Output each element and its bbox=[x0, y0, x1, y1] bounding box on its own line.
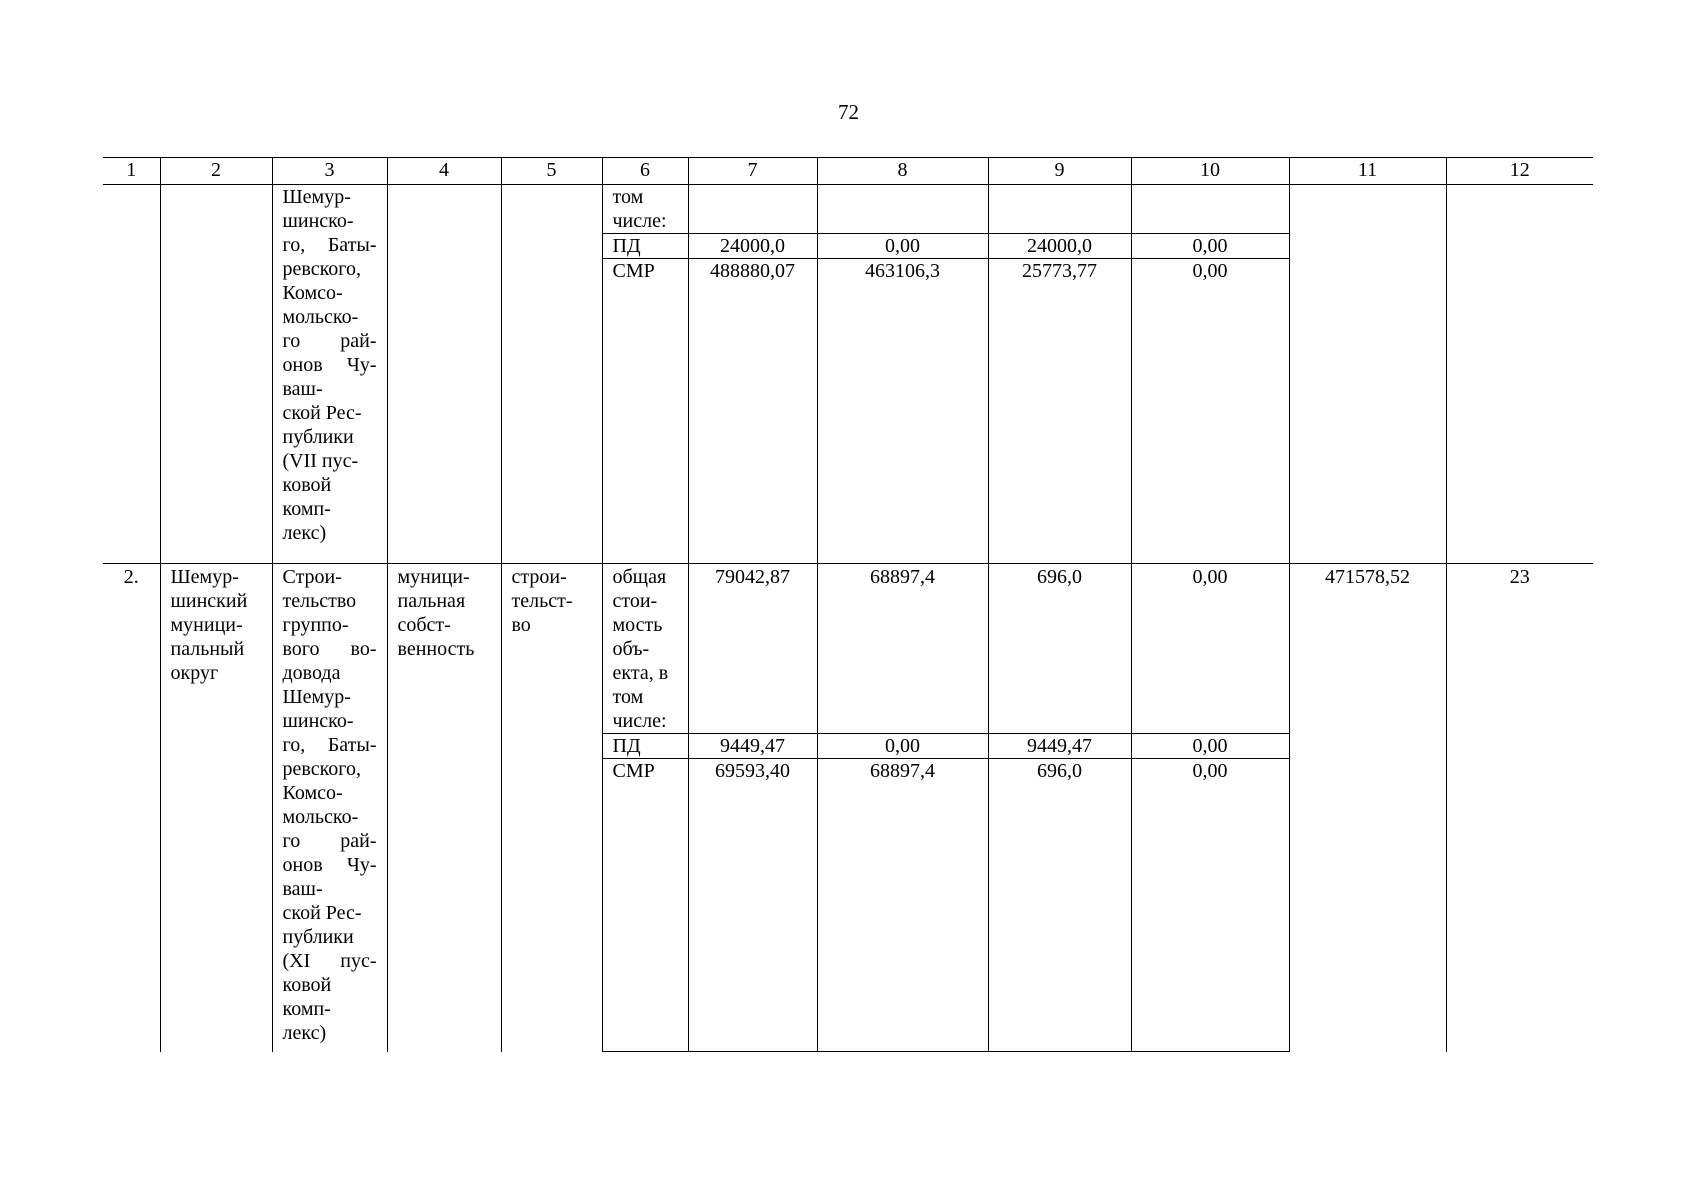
row1-pd-c8: 0,00 bbox=[817, 234, 988, 259]
header-cell-1: 1 bbox=[103, 158, 160, 185]
row1-pd-c9: 24000,0 bbox=[988, 234, 1131, 259]
header-cell-6: 6 bbox=[602, 158, 688, 185]
row1-pd-c7: 24000,0 bbox=[688, 234, 817, 259]
row1-pd-c10: 0,00 bbox=[1131, 234, 1289, 259]
row2-smr-c8: 68897,4 bbox=[817, 759, 988, 1052]
row2-total-c7: 79042,87 bbox=[688, 564, 817, 734]
row2-number: 2. bbox=[103, 564, 160, 1052]
row1-pd-label: ПД bbox=[602, 234, 688, 259]
header-cell-4: 4 bbox=[387, 158, 501, 185]
header-cell-10: 10 bbox=[1131, 158, 1289, 185]
header-cell-5: 5 bbox=[501, 158, 602, 185]
header-cell-3: 3 bbox=[272, 158, 387, 185]
row2-municipality: Шемур- шинский муници- пальный округ bbox=[160, 564, 272, 1052]
row2-c11: 471578,52 bbox=[1289, 564, 1446, 1052]
row1-cost-label: том числе: bbox=[602, 185, 688, 234]
header-cell-2: 2 bbox=[160, 158, 272, 185]
row2-pd-c10: 0,00 bbox=[1131, 734, 1289, 759]
document-table bbox=[103, 157, 1593, 1052]
table-row bbox=[103, 564, 1593, 734]
row2-c12: 23 bbox=[1446, 564, 1593, 1052]
row2-object-name: Строи- тельство группо- вого во- довода Шемур- шинско- го, Баты- ревского, Комсо- мольско- го рай- онов Чу- ваш- ской Рес- публики (XI пус- ковой комп- лекс) bbox=[272, 564, 387, 1052]
row2-pd-label: ПД bbox=[602, 734, 688, 759]
header-cell-12: 12 bbox=[1446, 158, 1593, 185]
row2-pd-c9: 9449,47 bbox=[988, 734, 1131, 759]
row2-total-c10: 0,00 bbox=[1131, 564, 1289, 734]
row2-work-type: строи- тельст- во bbox=[501, 564, 602, 1052]
row1-smr-c7: 488880,07 bbox=[688, 259, 817, 564]
row2-pd-c7: 9449,47 bbox=[688, 734, 817, 759]
header-row bbox=[103, 158, 1593, 185]
table-row bbox=[103, 185, 1593, 234]
page-number: 72 bbox=[838, 100, 859, 124]
header-cell-11: 11 bbox=[1289, 158, 1446, 185]
header-cell-8: 8 bbox=[817, 158, 988, 185]
row2-smr-c9: 696,0 bbox=[988, 759, 1131, 1052]
row1-object-name: Шемур- шинско- го, Баты- ревского, Комсо- мольско- го рай- онов Чу- ваш- ской Рес- публики (VII пус- ковой комп- лекс) bbox=[272, 185, 387, 564]
row2-cost-label: общая стои- мость объ- екта, в том числе: bbox=[602, 564, 688, 734]
row1-smr-c8: 463106,3 bbox=[817, 259, 988, 564]
row2-ownership: муници- пальная собст- венность bbox=[387, 564, 501, 1052]
row2-pd-c8: 0,00 bbox=[817, 734, 988, 759]
row1-smr-c9: 25773,77 bbox=[988, 259, 1131, 564]
row2-total-c8: 68897,4 bbox=[817, 564, 988, 734]
row1-smr-label: СМР bbox=[602, 259, 688, 564]
header-cell-9: 9 bbox=[988, 158, 1131, 185]
row2-total-c9: 696,0 bbox=[988, 564, 1131, 734]
row1-smr-c10: 0,00 bbox=[1131, 259, 1289, 564]
header-cell-7: 7 bbox=[688, 158, 817, 185]
row2-smr-c10: 0,00 bbox=[1131, 759, 1289, 1052]
row2-smr-label: СМР bbox=[602, 759, 688, 1052]
row2-smr-c7: 69593,40 bbox=[688, 759, 817, 1052]
